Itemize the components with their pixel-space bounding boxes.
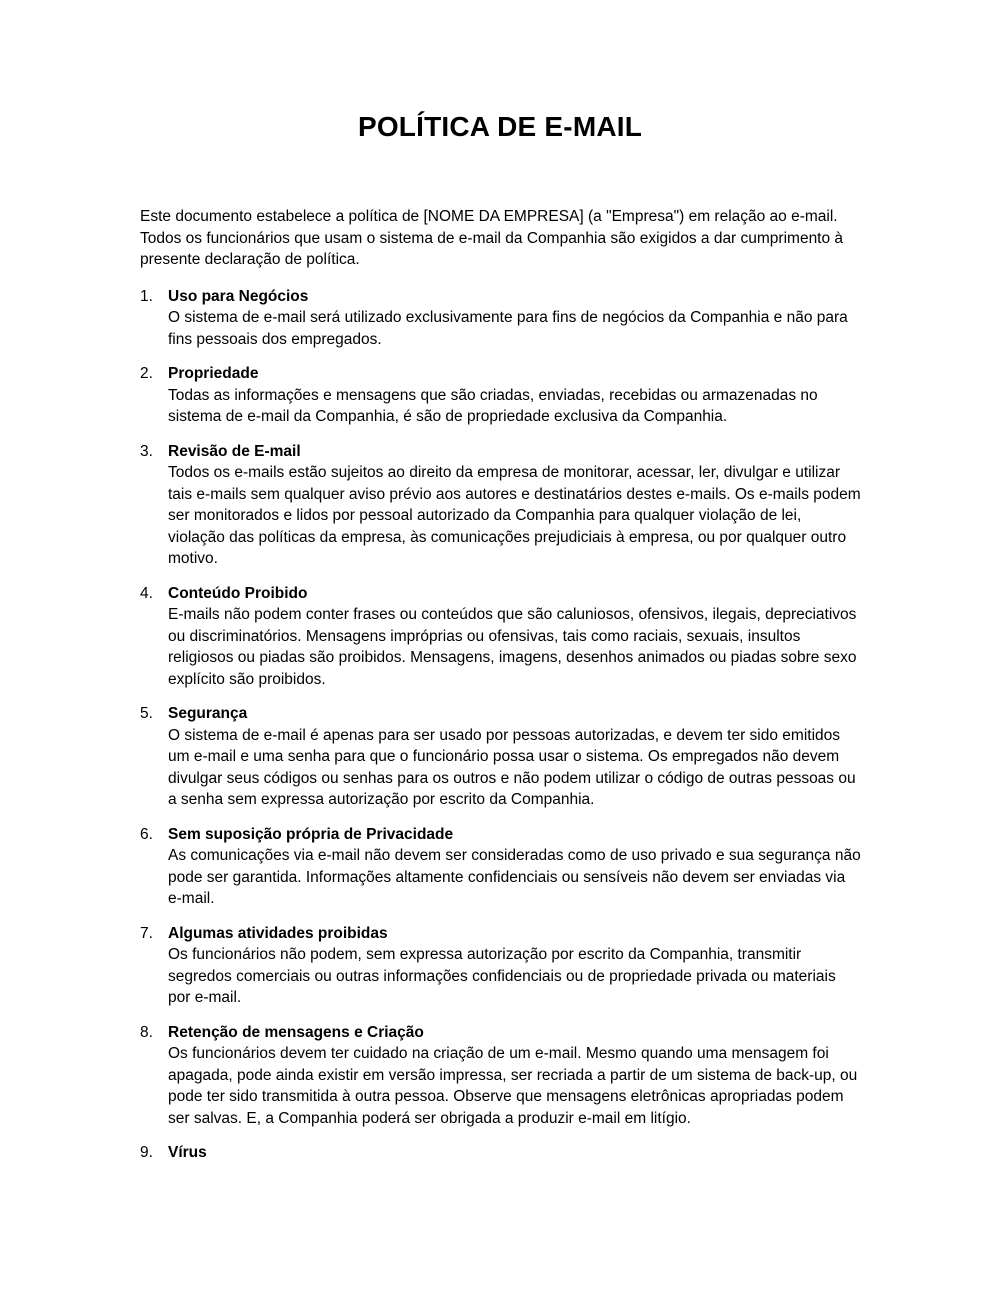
- section-body: E-mails não podem conter frases ou conteúdos que são caluniosos, ofensivos, ilegais, depreciativos ou discriminatórios. Mensagens impróprias ou ofensivas, tais como raciais, sexuais, insultos religiosos ou piadas são proibidos. Mensagens, imagens, desenhos animados ou piadas sobre sexo explícito são proibidos.: [168, 606, 857, 688]
- section-number: 6.: [140, 825, 153, 843]
- section-heading: Uso para Negócios: [168, 287, 309, 305]
- section-content: [168, 923, 862, 1009]
- section-body: O sistema de e-mail é apenas para ser usado por pessoas autorizadas, e devem ter sido emitidos um e-mail e uma senha para que o funcionário possa usar o sistema. Os empregados não devem divulgar seus códigos ou senhas para os outros e não podem utilizar o código de outras pessoas ou a senha sem expressa autorização por escrito da Companhia.: [168, 726, 856, 808]
- section-content: [168, 1022, 862, 1130]
- policy-section-2: [140, 363, 1000, 428]
- section-content: [168, 583, 862, 691]
- policy-section-9: [140, 1142, 1000, 1164]
- section-body: O sistema de e-mail será utilizado exclusivamente para fins de negócios da Companhia e não para fins pessoais dos empregados.: [168, 309, 848, 348]
- section-body: Todos os e-mails estão sujeitos ao direito da empresa de monitorar, acessar, ler, divulgar e utilizar tais e-mails sem qualquer aviso prévio aos autores e destinatários destes e-mails. Os e-mails podem ser monitorados e lidos por pessoal autorizado da Companhia para qualquer violação de lei, violação das políticas da empresa, às comunicações prejudiciais à empresa, ou por qualquer outro motivo.: [168, 464, 861, 567]
- section-content: [168, 824, 862, 910]
- section-number: 9.: [140, 1144, 153, 1161]
- section-number: 1.: [140, 287, 153, 305]
- policy-section-3: [140, 441, 1000, 570]
- section-body: Todas as informações e mensagens que são criadas, enviadas, recebidas ou armazenadas no sistema de e-mail da Companhia, é são de propriedade exclusiva da Companhia.: [168, 386, 818, 425]
- policy-section-5: [140, 703, 1000, 811]
- section-body: Os funcionários devem ter cuidado na criação de um e-mail. Mesmo quando uma mensagem foi apagada, pode ainda existir em versão impressa, ser recriada a partir de um sistema de back-up, ou pode ter sido transmitida à outra pessoa. Observe que mensagens eletrônicas apropriadas podem ser salvas. E, a Companhia poderá ser obrigada a produzir e-mail em litígio.: [168, 1045, 858, 1127]
- section-heading: Conteúdo Proibido: [168, 584, 308, 602]
- section-content: [168, 703, 862, 811]
- section-heading: Retenção de mensagens e Criação: [168, 1023, 424, 1041]
- policy-sections-list: [140, 286, 1000, 1164]
- section-heading: Propriedade: [168, 365, 259, 382]
- section-heading: Segurança: [168, 705, 248, 722]
- policy-section-8: [140, 1022, 1000, 1130]
- section-content: [168, 286, 862, 351]
- document-title: POLÍTICA DE E-MAIL: [357, 111, 643, 142]
- section-number: 7.: [140, 924, 153, 942]
- section-content: [168, 363, 862, 428]
- section-heading: Revisão de E-mail: [168, 442, 301, 460]
- section-number: 2.: [140, 365, 153, 382]
- section-heading: Sem suposição própria de Privacidade: [168, 825, 454, 843]
- policy-section-7: [140, 923, 1000, 1009]
- section-body: As comunicações via e-mail não devem ser consideradas como de uso privado e sua segurança não pode ser garantida. Informações altamente confidenciais ou sensíveis não devem ser enviadas via e-mail.: [168, 847, 861, 907]
- policy-section-1: [140, 286, 1000, 351]
- intro-paragraph: Este documento estabelece a política de [NOME DA EMPRESA] (a "Empresa") em relação ao e-mail. Todos os funcionários que usam o sistema de e-mail da Companhia são exigidos a dar cumprimento à presente declaração de política.: [140, 208, 844, 268]
- section-content: [168, 441, 862, 570]
- section-number: 5.: [140, 705, 153, 722]
- section-content: [168, 1142, 862, 1164]
- section-number: 4.: [140, 584, 153, 602]
- policy-section-4: [140, 583, 1000, 691]
- section-body: Os funcionários não podem, sem expressa autorização por escrito da Companhia, transmitir segredos comerciais ou outras informações confidenciais ou de propriedade privada ou materiais por e-mail.: [168, 946, 836, 1006]
- section-number: 8.: [140, 1023, 153, 1041]
- policy-section-6: [140, 824, 1000, 910]
- section-heading: Vírus: [168, 1144, 207, 1161]
- section-heading: Algumas atividades proibidas: [168, 924, 388, 942]
- section-number: 3.: [140, 442, 153, 460]
